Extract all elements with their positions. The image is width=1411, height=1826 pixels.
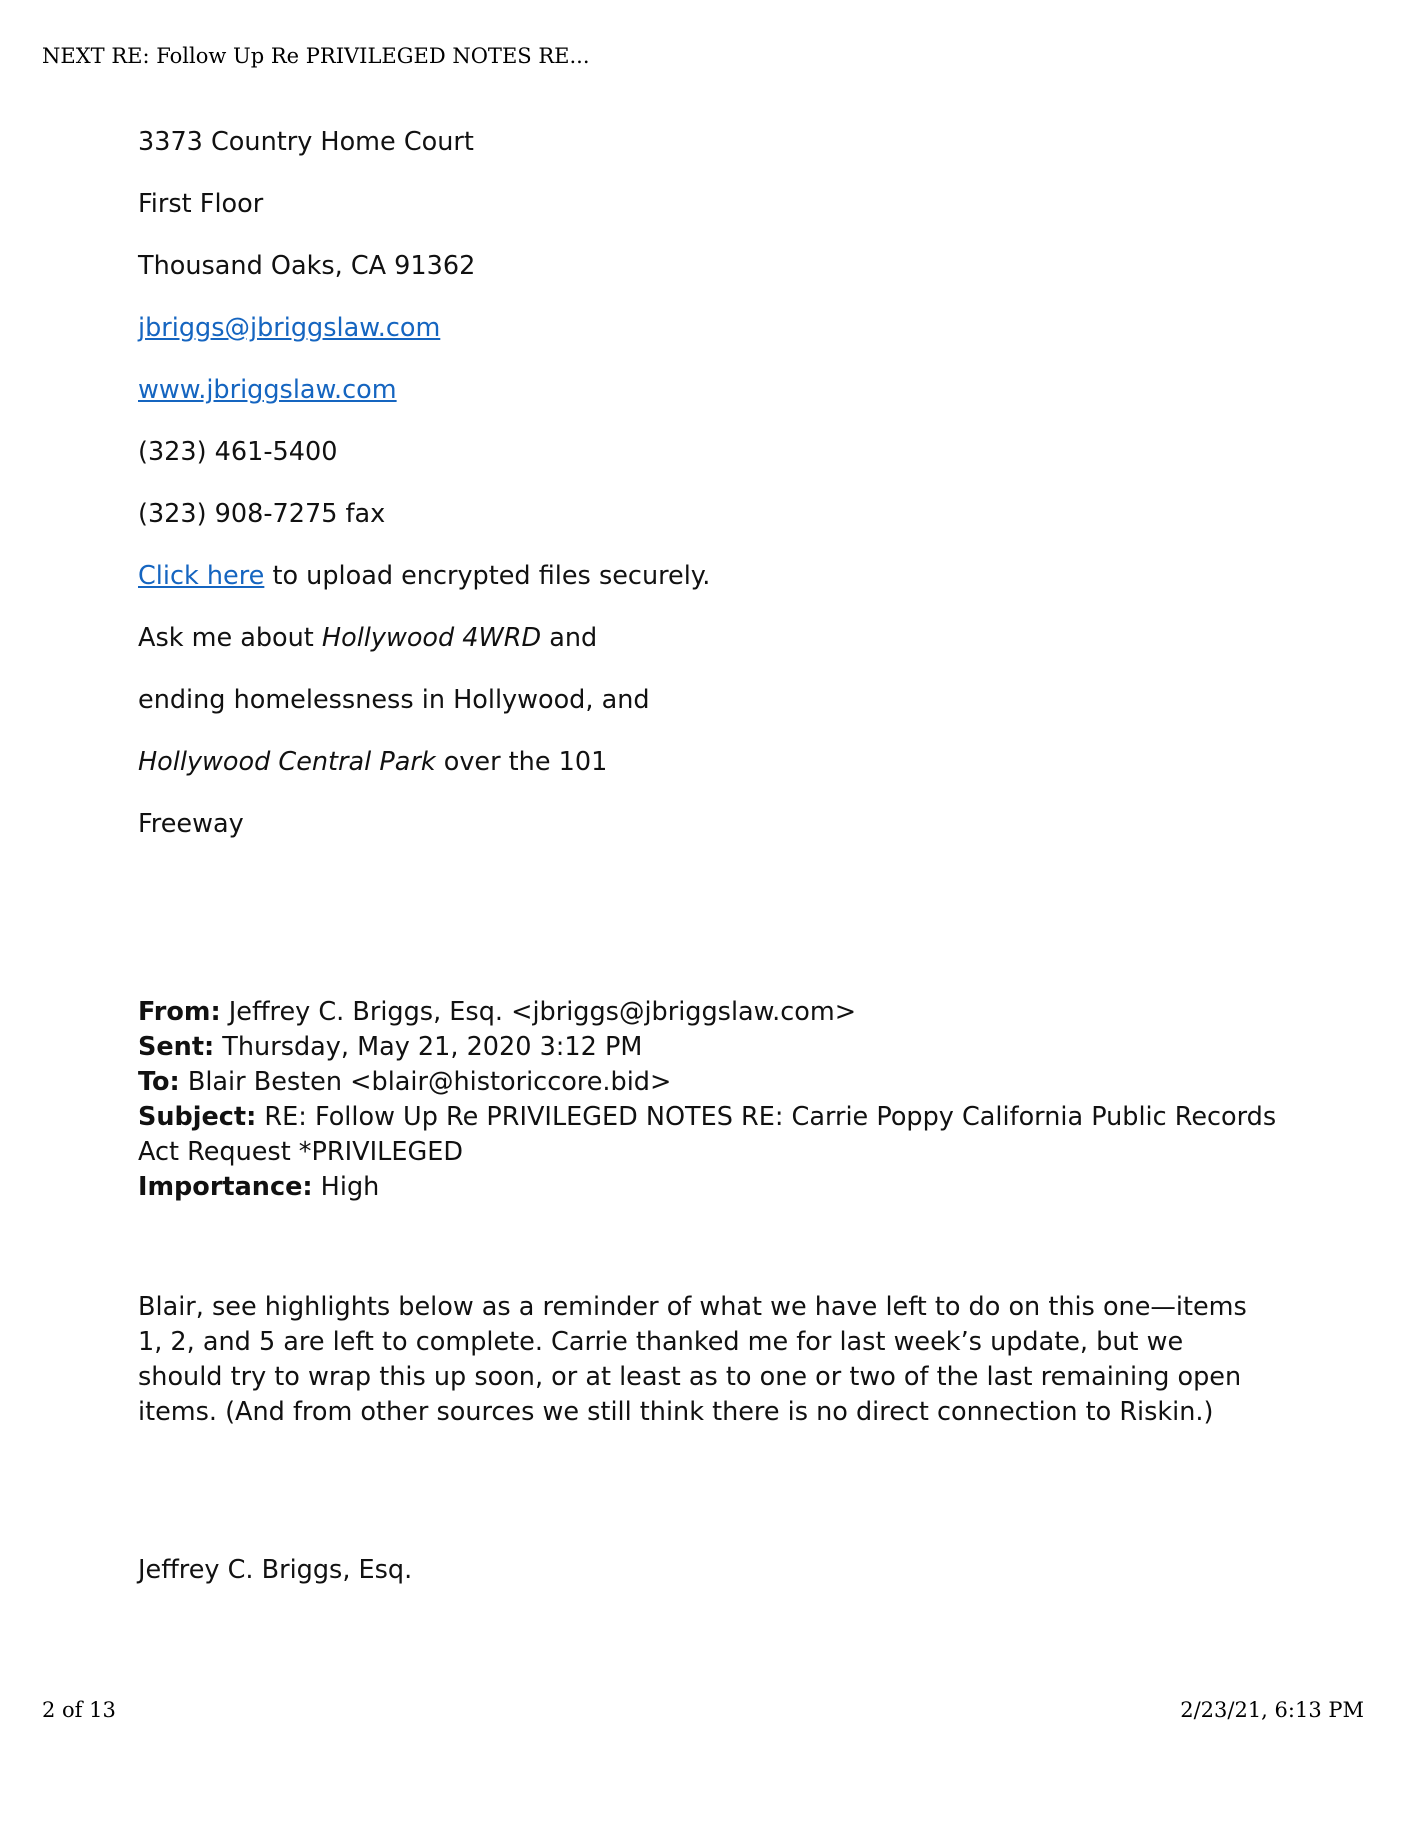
promo-hollywood-4wrd: Hollywood 4WRD bbox=[321, 623, 542, 653]
from-label: From: bbox=[138, 997, 221, 1027]
address-line-3: Thousand Oaks, CA 91362 bbox=[138, 251, 476, 281]
address-line-1: 3373 Country Home Court bbox=[138, 127, 474, 157]
promo-line-4: Freeway bbox=[138, 809, 244, 839]
promo-line-1 bbox=[138, 621, 597, 655]
email-body: Blair, see highlights below as a reminder of what we have left to do on this one—items 1, 2, and 5 are left to complete. Carrie thanked me for last week’s update, but we should try to wrap this up soon, or at least as to one or two of the last remaining open items. (And from other sources we still think there is no direct connection to Riskin.) bbox=[138, 1292, 1247, 1427]
page-header: NEXT RE: Follow Up Re PRIVILEGED NOTES RE... bbox=[42, 44, 590, 68]
upload-text: to upload encrypted files securely. bbox=[264, 561, 711, 591]
promo-line-1-prefix: Ask me about bbox=[138, 623, 322, 653]
page-number: 2 of 13 bbox=[42, 1698, 116, 1722]
email-line bbox=[138, 311, 440, 345]
upload-link[interactable]: Click here bbox=[138, 561, 265, 591]
promo-line-2: ending homelessness in Hollywood, and bbox=[138, 685, 650, 715]
signature-name: Jeffrey C. Briggs, Esq. bbox=[138, 1555, 413, 1585]
promo-hollywood-central-park: Hollywood Central Park bbox=[138, 747, 436, 777]
print-datetime: 2/23/21, 6:13 PM bbox=[1180, 1698, 1364, 1722]
phone-line: (323) 461-5400 bbox=[138, 437, 338, 467]
promo-line-3 bbox=[138, 745, 607, 779]
website-line bbox=[138, 373, 397, 407]
header-importance bbox=[138, 1170, 1288, 1205]
importance-value: High bbox=[312, 1172, 380, 1202]
email-link[interactable]: jbriggs@jbriggslaw.com bbox=[138, 313, 441, 343]
importance-label: Importance: bbox=[138, 1172, 313, 1202]
sent-value: Thursday, May 21, 2020 3:12 PM bbox=[214, 1032, 643, 1062]
promo-line-3-suffix: over the 101 bbox=[435, 747, 608, 777]
header-sent bbox=[138, 1030, 1288, 1065]
upload-line bbox=[138, 559, 710, 593]
address-line-2: First Floor bbox=[138, 189, 264, 219]
promo-line-1-suffix: and bbox=[541, 623, 598, 653]
to-value: Blair Besten <blair@historiccore.bid> bbox=[179, 1067, 672, 1097]
from-value: Jeffrey C. Briggs, Esq. <jbriggs@jbriggslaw.com> bbox=[220, 997, 857, 1027]
header-from bbox=[138, 995, 1288, 1030]
header-subject bbox=[138, 1100, 1288, 1170]
subject-label: Subject: bbox=[138, 1102, 257, 1132]
fax-line: (323) 908-7275 fax bbox=[138, 499, 386, 529]
subject-value: RE: Follow Up Re PRIVILEGED NOTES RE: Carrie Poppy California Public Records Act Request *PRIVILEGED bbox=[138, 1102, 1277, 1167]
to-label: To: bbox=[138, 1067, 180, 1097]
header-to bbox=[138, 1065, 1288, 1100]
website-link[interactable]: www.jbriggslaw.com bbox=[138, 375, 397, 405]
sent-label: Sent: bbox=[138, 1032, 215, 1062]
email-headers bbox=[138, 995, 1288, 1205]
